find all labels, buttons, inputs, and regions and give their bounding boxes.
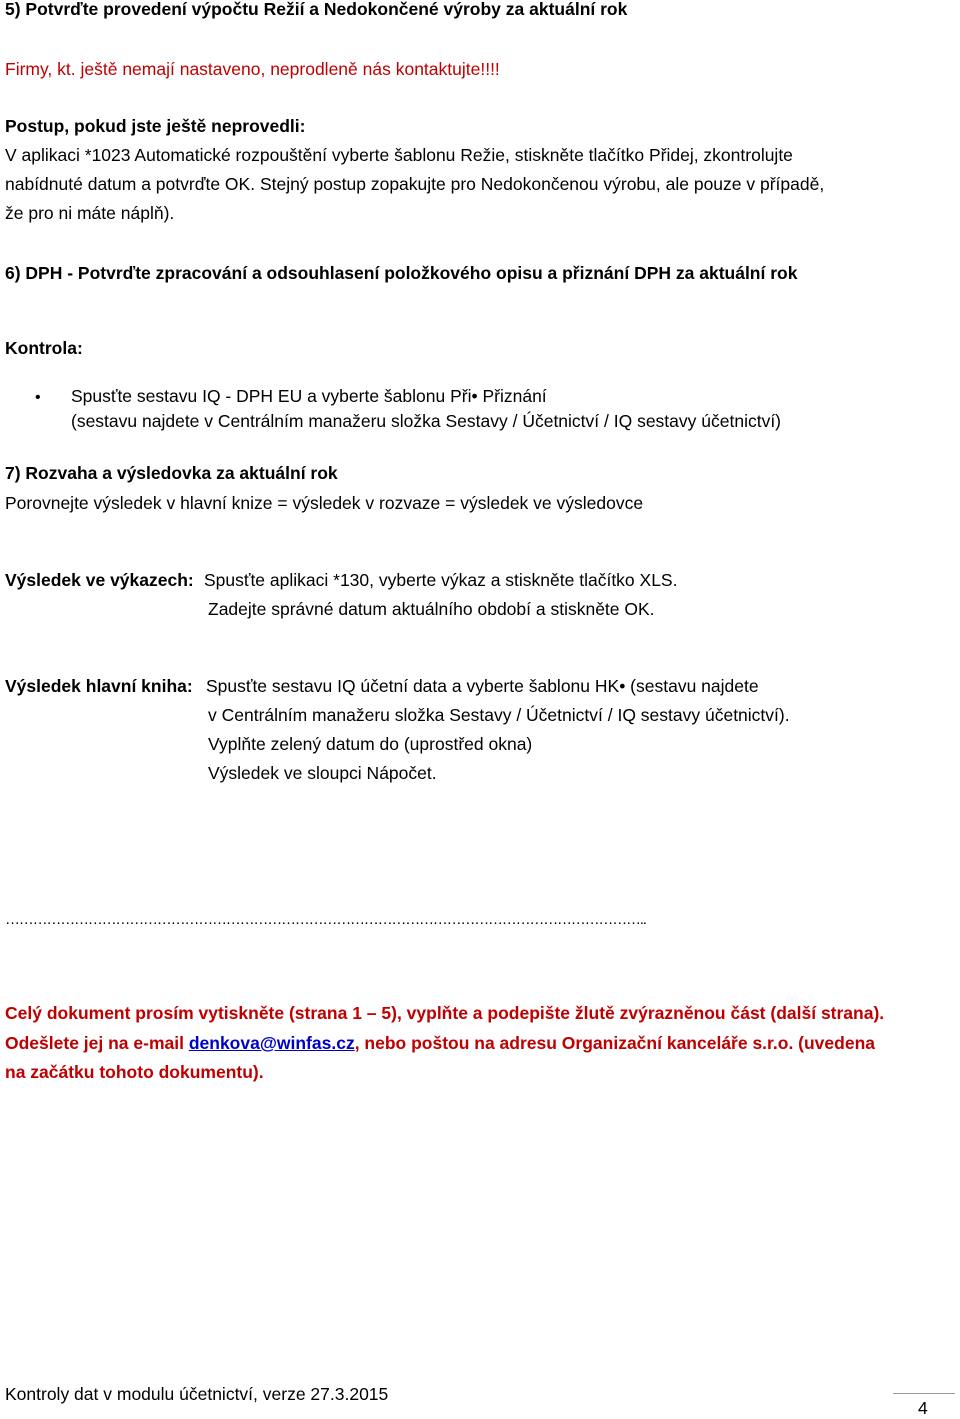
section5-line-3: že pro ni máte náplň). [5,203,175,223]
notice-line-2-prefix: Odešlete jej na e-mail [5,1033,189,1053]
kniha-label: Výsledek hlavní kniha: [5,676,193,696]
footer-divider [893,1393,955,1394]
section7-heading: 7) Rozvaha a výsledovka za aktuální rok [5,463,338,483]
notice-line-1: Celý dokument prosím vytiskněte (strana 1 – 5), vyplňte a podepište žlutě zvýrazněnou část (další strana). [5,1003,885,1023]
kniha-line-1: Spusťte sestavu IQ účetní data a vyberte šablonu HK• (sestavu najdete [206,676,759,696]
section5-heading: 5) Potvrďte provedení výpočtu Režií a Nedokončené výroby za aktuální rok [5,0,628,19]
section7-compare: Porovnejte výsledek v hlavní knize = výsledek v rozvaze = výsledek ve výsledovce [5,493,644,513]
section5-warning: Firmy, kt. ještě nemají nastaveno, neprodleně nás kontaktujte!!!! [5,59,500,79]
section5-line-1: V aplikaci *1023 Automatické rozpouštění vyberte šablonu Režie, stiskněte tlačítko Přidej, zkontrolujte [5,145,793,165]
section6-check-label: Kontrola: [5,338,83,358]
section5-line-2: nabídnuté datum a potvrďte OK. Stejný postup zopakujte pro Nedokončenou výrobu, ale pouze v případě, [5,174,825,194]
email-link[interactable]: denkova@winfas.cz [188,1033,355,1053]
section6-bullet-line-2: (sestavu najdete v Centrálním manažeru složka Sestavy / Účetnictví / IQ sestavy účetnictví) [71,411,782,431]
vykazy-line-1: Spusťte aplikaci *130, vyberte výkaz a stiskněte tlačítko XLS. [204,570,678,590]
notice-line-2-suffix: , nebo poštou na adresu Organizační kanceláře s.r.o. (uvedena [354,1033,875,1053]
kniha-line-2: v Centrálním manažeru složka Sestavy / Účetnictví / IQ sestavy účetnictví). [208,705,790,725]
vykazy-label: Výsledek ve výkazech: [5,570,194,590]
signature-line: ………………………………………………………………………………………………………………………….. [5,911,646,928]
section6-heading: 6) DPH - Potvrďte zpracování a odsouhlasení položkového opisu a přiznání DPH za aktuální rok [5,263,798,283]
page-number: 4 [918,1398,928,1418]
notice-line-3: na začátku tohoto dokumentu). [5,1062,264,1082]
kniha-line-4: Výsledek ve sloupci Nápočet. [208,763,437,783]
vykazy-line-2: Zadejte správné datum aktuálního období a stiskněte OK. [208,599,655,619]
bullet-icon: • [35,389,41,406]
footer-title: Kontroly dat v modulu účetnictví, verze 27.3.2015 [5,1384,389,1404]
section5-procedure-heading: Postup, pokud jste ještě neprovedli: [5,116,306,136]
notice-line-2 [5,1035,875,1053]
kniha-line-3: Vyplňte zelený datum do (uprostřed okna) [208,734,533,754]
section6-bullet-line-1: Spusťte sestavu IQ - DPH EU a vyberte šablonu Při• Přiznání [71,386,547,406]
